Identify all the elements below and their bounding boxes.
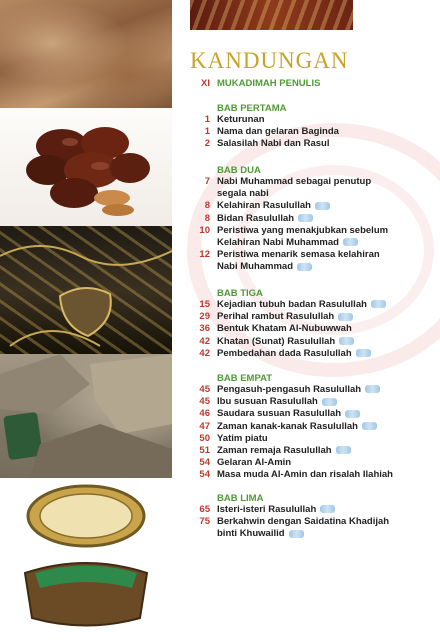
entry-title	[217, 299, 435, 311]
entry-text: Khatan (Sunat) Rasulullah	[217, 335, 336, 347]
page-number: XI	[201, 78, 210, 89]
entry-text: segala nabi	[217, 188, 269, 200]
entry-title	[217, 237, 435, 249]
page-number: 45	[199, 396, 210, 408]
section-heading: BAB DUA	[217, 165, 261, 176]
entry-text: Gelaran Al-Amin	[217, 457, 292, 469]
entry-text: Kelahiran Rasulullah	[217, 200, 311, 212]
page-number: 1	[204, 114, 210, 125]
entry-text: Kejadian tubuh badan Rasulullah	[217, 299, 367, 310]
section-heading: BAB LIMA	[217, 493, 264, 504]
entry-text: MUKADIMAH PENULIS	[217, 78, 321, 89]
page-number: 29	[199, 311, 210, 323]
entry-title	[217, 445, 435, 457]
page-title: KANDUNGAN	[190, 48, 349, 73]
page-number: 46	[199, 408, 210, 420]
dates-fruit-photo	[0, 108, 172, 226]
saw-calligraphy-icon	[289, 530, 304, 538]
page-number: 75	[199, 516, 210, 528]
saw-calligraphy-icon	[320, 505, 335, 513]
embroidered-cloth-photo	[0, 226, 172, 354]
page-number: 2	[204, 138, 210, 150]
page-number: 42	[199, 347, 210, 359]
saw-calligraphy-icon	[345, 410, 360, 418]
page-number: 1	[204, 126, 210, 138]
page-number: 51	[199, 445, 210, 456]
entry-text: Berkahwin dengan Saidatina Khadijah	[217, 516, 390, 528]
entry-text: Zaman kanak-kanak Rasulullah	[217, 420, 358, 432]
entry-text: Peristiwa yang menakjubkan sebelum	[217, 224, 389, 236]
entry-text: Keturunan	[217, 114, 265, 125]
entry-title	[217, 348, 435, 360]
entry-text: Perihal rambut Rasulullah	[217, 311, 335, 323]
page-number: 54	[199, 469, 210, 481]
desert-landscape-photo	[0, 0, 172, 108]
entry-text: Peristiwa menarik semasa kelahiran	[217, 249, 380, 261]
section-heading: BAB TIGA	[217, 288, 263, 299]
entry-title	[217, 504, 435, 516]
section-heading: BAB EMPAT	[217, 373, 273, 384]
entry-text: Yatim piatu	[217, 432, 268, 444]
entry-text: Saudara susuan Rasulullah	[217, 408, 342, 420]
page-number: 65	[199, 504, 210, 515]
entry-text: Bentuk Khatam Al-Nubuwwah	[217, 323, 352, 335]
saw-calligraphy-icon	[315, 202, 330, 210]
entry-title	[217, 408, 435, 420]
entry-title	[217, 78, 435, 90]
page-number: 8	[204, 212, 210, 224]
entry-text: Isteri-isteri Rasulullah	[217, 504, 317, 515]
decorative-banner	[190, 0, 353, 30]
page-number: 8	[204, 200, 210, 212]
entry-title	[217, 469, 435, 481]
entry-title	[217, 384, 435, 396]
saw-calligraphy-icon	[298, 214, 313, 222]
entry-text: Masa muda Al-Amin dan risalah Ilahiah	[217, 469, 393, 481]
entry-text: Salasilah Nabi dan Rasul	[217, 138, 330, 150]
entry-title	[217, 261, 435, 273]
page-number: 45	[199, 384, 210, 395]
photo-strip	[0, 0, 172, 640]
entry-title	[217, 528, 435, 540]
saw-calligraphy-icon	[362, 422, 377, 430]
entry-title	[217, 213, 435, 225]
entry-text: Bidan Rasulullah	[217, 212, 295, 224]
entry-title	[217, 249, 435, 261]
section-heading: BAB PERTAMA	[217, 103, 287, 114]
saw-calligraphy-icon	[356, 349, 371, 357]
entry-title	[217, 516, 435, 528]
entry-text: Zaman remaja Rasulullah	[217, 445, 332, 456]
page-number: 50	[199, 432, 210, 444]
page-number: 54	[199, 457, 210, 469]
entry-title	[217, 200, 435, 212]
page-number: 15	[199, 299, 210, 310]
saw-calligraphy-icon	[365, 385, 380, 393]
saw-calligraphy-icon	[297, 263, 312, 271]
entry-title	[217, 114, 435, 126]
entry-title	[217, 323, 435, 335]
entry-title	[217, 311, 435, 323]
entry-title	[217, 433, 435, 445]
entry-title	[217, 225, 435, 237]
ornate-box-photo	[0, 478, 172, 640]
entry-title	[217, 336, 435, 348]
page-number: 42	[199, 335, 210, 347]
saw-calligraphy-icon	[339, 337, 354, 345]
rock-grave-photo	[0, 354, 172, 478]
entry-text: Nabi Muhammad	[217, 261, 294, 273]
page-number: 7	[204, 176, 210, 187]
entry-title	[217, 138, 435, 150]
entry-text: Nabi Muhammad sebagai penutup	[217, 176, 372, 187]
saw-calligraphy-icon	[336, 446, 351, 454]
saw-calligraphy-icon	[371, 300, 386, 308]
page-number: 36	[199, 323, 210, 335]
saw-calligraphy-icon	[343, 238, 358, 246]
entry-text: binti Khuwailid	[217, 528, 285, 540]
entry-text: Pengasuh-pengasuh Rasulullah	[217, 384, 362, 395]
entry-title	[217, 457, 435, 469]
page-number: 10	[199, 224, 210, 236]
entry-text: Ibu susuan Rasulullah	[217, 396, 318, 408]
entry-text: Pembedahan dada Rasulullah	[217, 347, 352, 359]
entry-title	[217, 421, 435, 433]
entry-title	[217, 126, 435, 138]
entry-title	[217, 396, 435, 408]
page-number: 47	[199, 420, 210, 432]
entry-title	[217, 188, 435, 200]
entry-text: Kelahiran Nabi Muhammad	[217, 237, 339, 248]
saw-calligraphy-icon	[338, 313, 353, 321]
entry-text: Nama dan gelaran Baginda	[217, 126, 339, 138]
page-number: 12	[199, 249, 210, 261]
entry-title	[217, 176, 435, 188]
saw-calligraphy-icon	[322, 398, 337, 406]
